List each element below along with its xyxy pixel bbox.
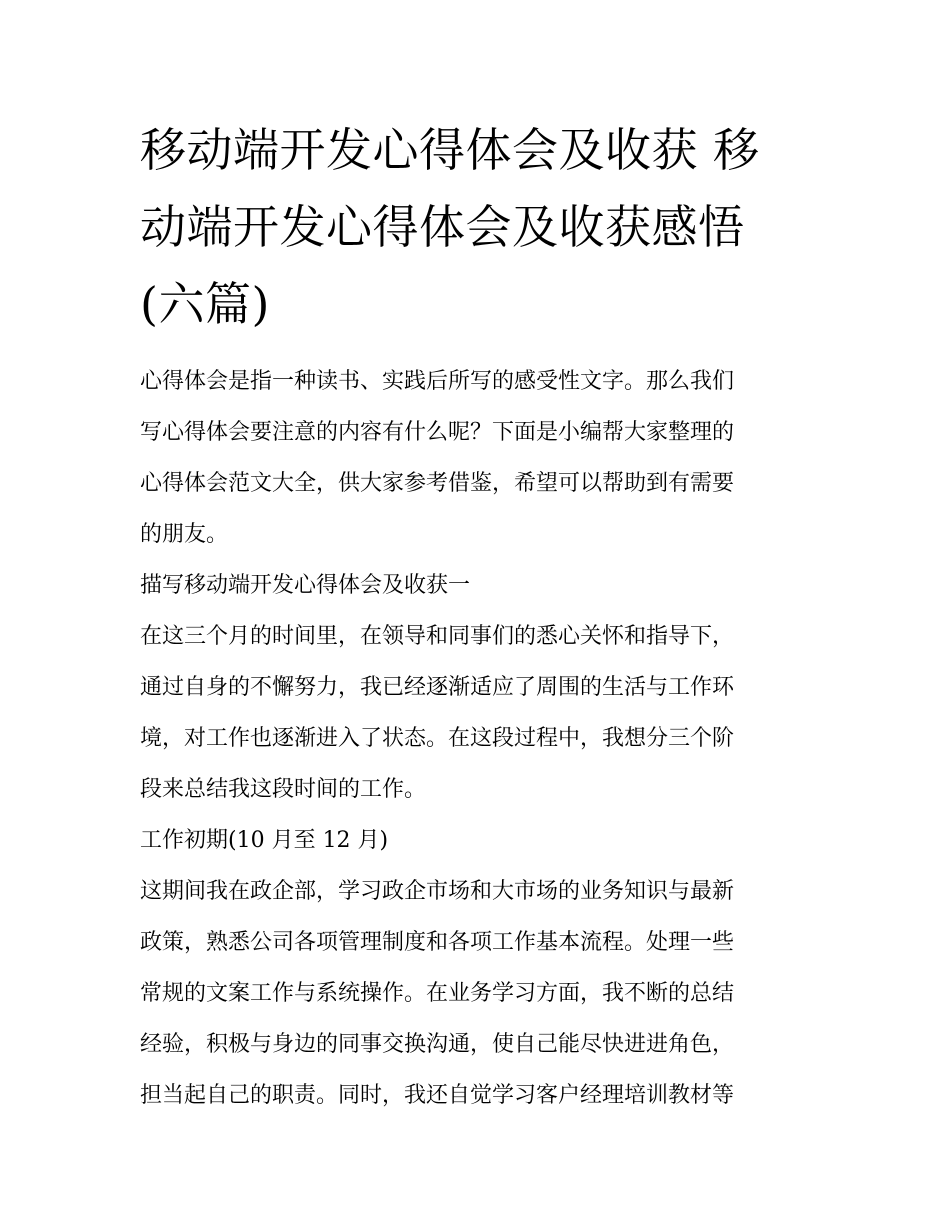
title-line: (六篇) xyxy=(140,277,270,331)
intro-line: 的朋友。 xyxy=(140,522,229,547)
document-body xyxy=(140,356,812,1121)
subsection-heading: 工作初期(10 月至 12 月) xyxy=(140,828,389,853)
document-title xyxy=(140,112,812,343)
body-line: 经验，积极与身边的同事交换沟通，使自己能尽快进进角色， xyxy=(140,1032,735,1057)
body-line: 政策，熟悉公司各项管理制度和各项工作基本流程。处理一些 xyxy=(140,930,735,955)
body-line: 通过自身的不懈努力，我已经逐渐适应了周围的生活与工作环 xyxy=(140,675,735,700)
body-line: 担当起自己的职责。同时，我还自觉学习客户经理培训教材等 xyxy=(140,1083,735,1108)
section-heading: 描写移动端开发心得体会及收获一 xyxy=(140,573,471,598)
title-line: 动端开发心得体会及收获感悟 xyxy=(140,200,745,254)
intro-line: 写心得体会要注意的内容有什么呢？下面是小编帮大家整理的 xyxy=(140,420,735,445)
title-line: 移动端开发心得体会及收获 移 xyxy=(140,123,760,177)
body-line: 境，对工作也逐渐进入了状态。在这段过程中，我想分三个阶 xyxy=(140,726,735,751)
body-line: 常规的文案工作与系统操作。在业务学习方面，我不断的总结 xyxy=(140,981,735,1006)
intro-line: 心得体会是指一种读书、实践后所写的感受性文字。那么我们 xyxy=(140,369,735,394)
intro-line: 心得体会范文大全，供大家参考借鉴，希望可以帮助到有需要 xyxy=(140,471,735,496)
document-content xyxy=(140,112,812,1121)
body-line: 在这三个月的时间里，在领导和同事们的悉心关怀和指导下， xyxy=(140,624,735,649)
body-line: 这期间我在政企部，学习政企市场和大市场的业务知识与最新 xyxy=(140,879,735,904)
body-line: 段来总结我这段时间的工作。 xyxy=(140,777,427,802)
